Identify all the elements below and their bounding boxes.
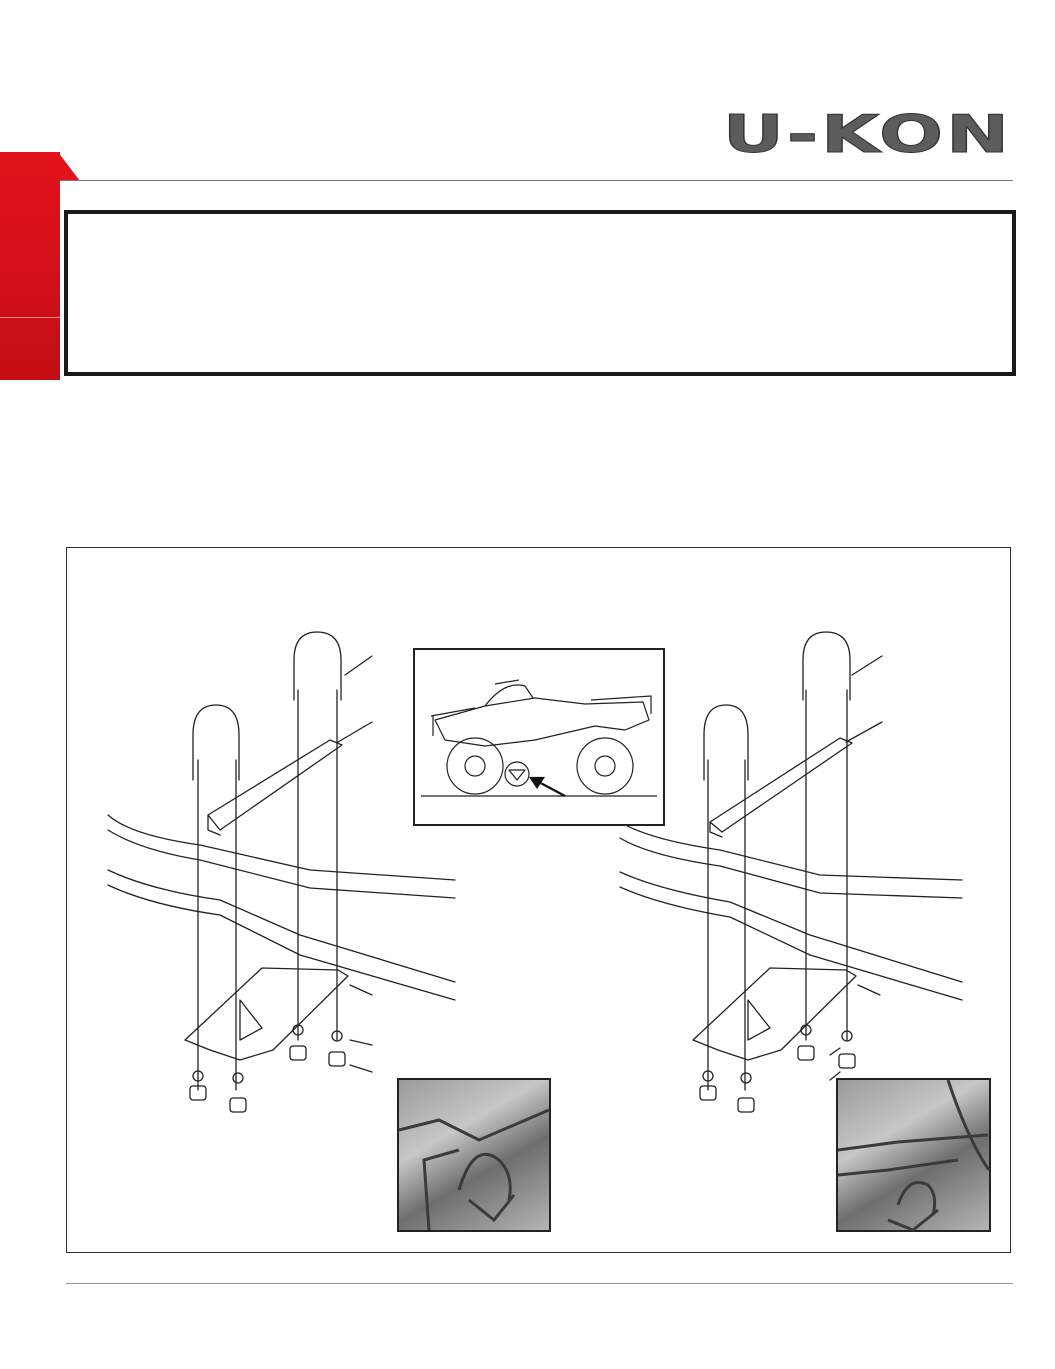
atv-front-wheel [447,738,503,794]
mount-location-marker [505,762,529,786]
atv-rear-wheel [577,738,633,794]
atv-location-inset [413,648,665,826]
installed-mount-photo-right [836,1078,991,1232]
clamp-bar-right [710,738,852,837]
atv-illustration [415,650,663,824]
u-bolt-right-b [803,632,850,700]
frame-tube-lower-right [620,872,962,1000]
installed-mount-photo-left [397,1078,551,1232]
u-bolt-right-a [704,705,748,780]
brand-logo-text: U-KON [722,105,1012,165]
frame-tube-upper-right [620,822,962,898]
photo-left-detail [399,1080,549,1230]
photo-right-detail [838,1080,989,1230]
footer-rule [66,1283,1013,1284]
mounting-plate-right [693,968,856,1060]
